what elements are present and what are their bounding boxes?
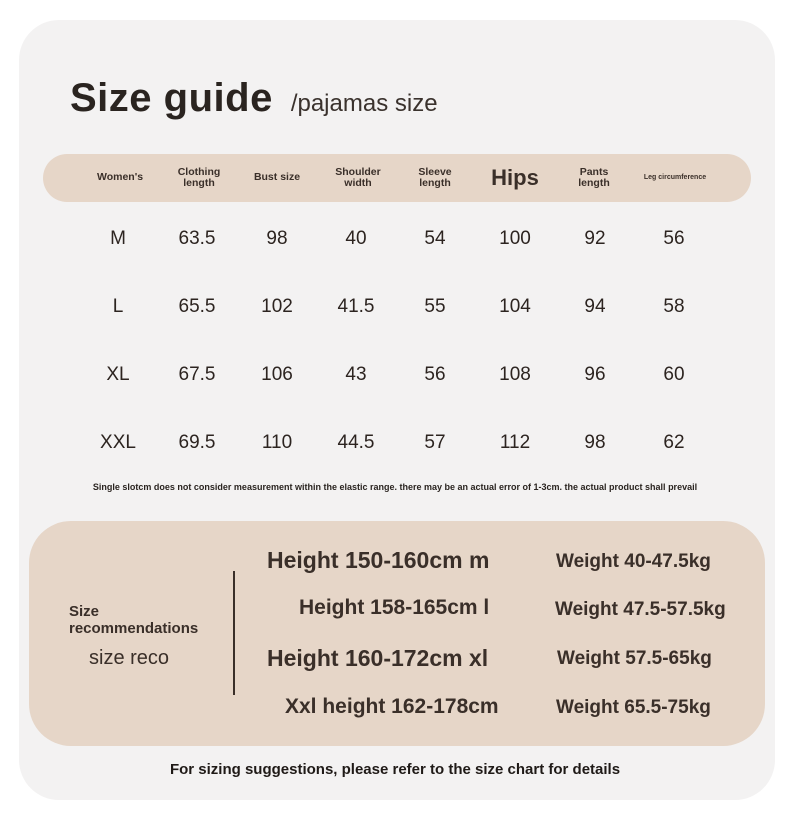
- recommendations-sub: size reco: [89, 647, 170, 669]
- table-cell: 43: [345, 364, 367, 385]
- size-cell: XXL: [100, 432, 136, 453]
- table-cell: 57: [424, 432, 446, 453]
- table-row: [0, 292, 790, 322]
- weight-range-l: Weight 47.5-57.5kg: [555, 599, 726, 620]
- table-cell: 108: [499, 364, 531, 385]
- table-cell: 106: [261, 364, 293, 385]
- weight-range-m: Weight 40-47.5kg: [556, 551, 711, 572]
- table-cell: 41.5: [337, 296, 375, 317]
- table-row: [0, 428, 790, 458]
- weight-range-xl: Weight 57.5-65kg: [557, 648, 712, 669]
- table-cell: 60: [663, 364, 685, 385]
- table-cell: 100: [499, 228, 531, 249]
- table-cell: 104: [499, 296, 531, 317]
- size-cell: L: [112, 296, 124, 317]
- table-cell: 96: [584, 364, 606, 385]
- table-row: [0, 360, 790, 390]
- header-bust-size: Bust size: [253, 171, 301, 184]
- table-cell: 69.5: [178, 432, 216, 453]
- table-cell: 62: [663, 432, 685, 453]
- header-sleeve-length: Sleeve length: [418, 165, 452, 189]
- height-range-m: Height 150-160cm m: [267, 547, 490, 573]
- page-subtitle: /pajamas size: [290, 90, 438, 117]
- table-cell: 98: [266, 228, 288, 249]
- table-cell: 110: [261, 432, 293, 453]
- size-cell: M: [110, 228, 126, 249]
- weight-range-xxl: Weight 65.5-75kg: [556, 697, 711, 718]
- table-cell: 102: [261, 296, 293, 317]
- page-title: Size guide: [70, 76, 273, 120]
- header-womens: Women's: [96, 171, 144, 184]
- header-shoulder-width: Shoulder width: [335, 165, 381, 189]
- header-pants-length: Pants length: [578, 165, 610, 189]
- table-cell: 92: [584, 228, 606, 249]
- table-cell: 67.5: [178, 364, 216, 385]
- header-leg-circumference: Leg circumference: [643, 174, 707, 182]
- measurement-note: Single slotcm does not consider measurement within the elastic range. there may be an actual error of 1-3cm. the actual product shall prevail: [92, 482, 698, 492]
- height-range-l: Height 158-165cm l: [299, 596, 490, 619]
- table-cell: 112: [499, 432, 531, 453]
- size-cell: XL: [106, 364, 130, 385]
- recommendations-label: [69, 603, 229, 638]
- header-hips: Hips: [491, 165, 539, 191]
- height-range-xxl: Xxl height 162-178cm: [285, 695, 499, 718]
- table-cell: 58: [663, 296, 685, 317]
- table-header: [43, 154, 751, 202]
- table-cell: 94: [584, 296, 606, 317]
- table-cell: 65.5: [178, 296, 216, 317]
- table-cell: 54: [424, 228, 446, 249]
- table-cell: 98: [584, 432, 606, 453]
- table-cell: 63.5: [178, 228, 216, 249]
- table-cell: 56: [663, 228, 685, 249]
- table-cell: 44.5: [337, 432, 375, 453]
- table-cell: 56: [424, 364, 446, 385]
- table-row: [0, 224, 790, 254]
- footer-note: For sizing suggestions, please refer to the size chart for details: [169, 761, 621, 778]
- recommendations-label-text: Size recommendations: [69, 603, 199, 638]
- height-range-xl: Height 160-172cm xl: [267, 645, 489, 671]
- divider: [233, 571, 235, 695]
- table-cell: 40: [345, 228, 367, 249]
- table-cell: 55: [424, 296, 446, 317]
- title-group: [70, 76, 438, 121]
- header-clothing-length: Clothing length: [177, 165, 221, 189]
